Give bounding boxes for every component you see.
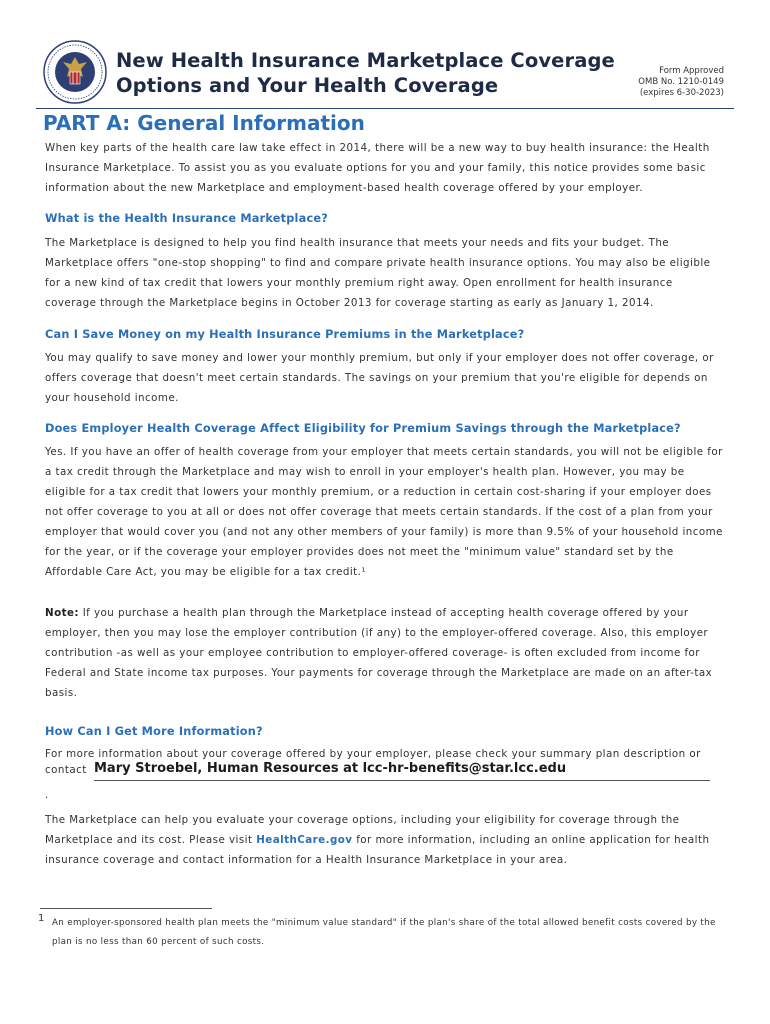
contact-label: contact: [45, 764, 87, 776]
department-of-labor-seal-icon: [43, 40, 107, 104]
omb-number: OMB No. 1210-0149: [638, 77, 724, 87]
expiration-date: (expires 6-30-2023): [639, 88, 724, 98]
part-a-heading: PART A: General Information: [43, 111, 365, 135]
title-line-1: New Health Insurance Marketplace Coverage: [116, 49, 615, 72]
more-info-heading: How Can I Get More Information?: [45, 725, 263, 738]
marketplace-text-before: The Marketplace can help you evaluate your coverage options, including your eligibility for coverage through the Marketplace and its cost. Please visit: [45, 814, 680, 846]
intro-paragraph: When key parts of the health care law take effect in 2014, there will be a new way to buy health insurance: the Health Insurance Marketplace. To assist you as you evaluate options for you and your family, this notice provides some basic information about the new Marketplace and employment-based health coverage offered by your employer.: [45, 142, 710, 194]
more-info-paragraph: For more information about your coverage offered by your employer, please check your summary plan description or: [45, 748, 701, 760]
what-is-heading: What is the Health Insurance Marketplace?: [45, 212, 328, 225]
footnote-divider: [40, 908, 212, 909]
note-paragraph: [45, 603, 725, 703]
healthcare-gov-link[interactable]: HealthCare.gov: [256, 834, 353, 846]
footnote-marker: 1: [38, 913, 45, 924]
note-label: Note:: [45, 607, 79, 619]
form-approval-block: [638, 66, 724, 99]
save-money-heading: Can I Save Money on my Health Insurance Premiums in the Marketplace?: [45, 328, 525, 341]
contact-period: .: [45, 790, 49, 801]
title-line-2: Options and Your Health Coverage: [116, 74, 499, 97]
marketplace-paragraph: [45, 810, 725, 870]
employer-coverage-paragraph: Yes. If you have an offer of health coverage from your employer that meets certain standards, you will not be eligible for a tax credit through the Marketplace and may wish to enroll in your employer's health plan. However, you may be eligible for a tax credit that lowers your monthly premium, or a reduction in certain cost-sharing if your employer does not offer coverage to you at all or does not offer coverage that meets certain standards. If the cost of a plan from your employer that would cover you (and not any other members of your family) is more than 9.5% of your household income for the year, or if the coverage your employer provides does not meet the "minimum value" standard set by the Affordable Care Act, you may be eligible for a tax credit.¹: [45, 446, 723, 578]
save-money-paragraph: You may qualify to save money and lower your monthly premium, but only if your employer does not offer coverage, or offers coverage that doesn't meet certain standards. The savings on your premium that you're eligible for depends on your household income.: [45, 352, 714, 404]
page-title: [116, 48, 616, 98]
marketplace-text-after: for more information, including an online application for health insurance coverage and contact information for a Health Insurance Marketplace in your area.: [45, 834, 710, 866]
header-divider: [36, 108, 734, 109]
what-is-paragraph: The Marketplace is designed to help you find health insurance that meets your needs and fits your budget. The Marketplace offers "one-stop shopping" to find and compare private health insurance options. You may also be eligible for a new kind of tax credit that lowers your monthly premium right away. Open enrollment for health insurance coverage through the Marketplace begins in October 2013 for coverage starting as early as January 1, 2014.: [45, 237, 711, 309]
employer-coverage-heading: Does Employer Health Coverage Affect Eligibility for Premium Savings through the Marketplace?: [45, 422, 681, 435]
contact-field[interactable]: Mary Stroebel, Human Resources at lcc-hr-benefits@star.lcc.edu: [94, 761, 710, 781]
note-body: If you purchase a health plan through the Marketplace instead of accepting health coverage offered by your employer, then you may lose the employer contribution (if any) to the employer-offered coverage. Also, this employer contribution -as well as your employee contribution to employer-offered coverage- is often excluded from income for Federal and State income tax purposes. Your payments for coverage through the Marketplace are made on an after-tax basis.: [45, 607, 713, 699]
footnote-text: An employer-sponsored health plan meets the "minimum value standard" if the plan's share of the total allowed benefit costs covered by the plan is no less than 60 percent of such costs.: [52, 918, 716, 947]
form-approved-label: Form Approved: [659, 66, 724, 76]
